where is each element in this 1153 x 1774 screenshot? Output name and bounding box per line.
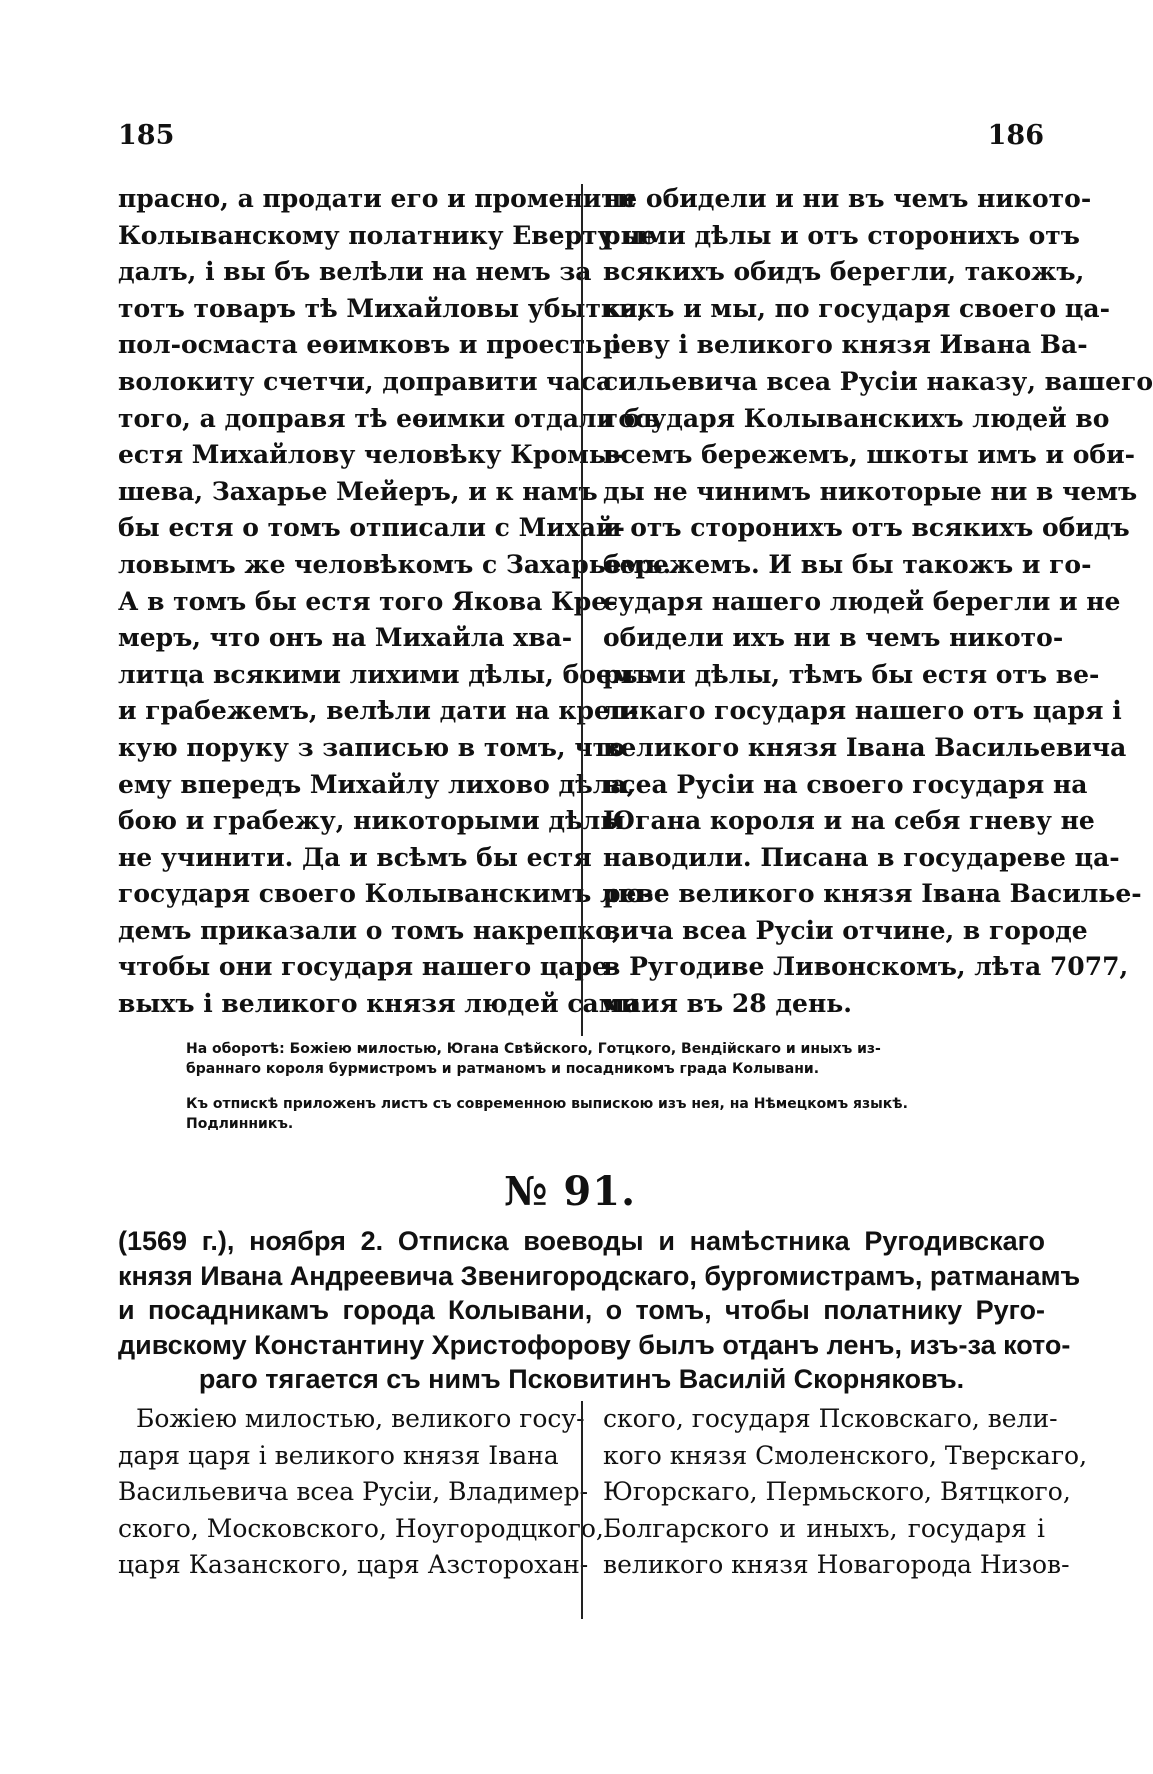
text-line: Подлинникъ. [186, 1116, 294, 1132]
text-line: бою и грабежу, никоторыми дѣлы [118, 806, 626, 836]
text-line: ского, государя Псковскаго, вели- [603, 1404, 1058, 1433]
text-line: раго тягается съ нимъ Псковитинъ Василій Скорняковъ. [198, 1364, 965, 1395]
text-line: ды не чинимъ никоторые ни в чемъ [603, 476, 1138, 506]
text-line: великого князя Новагорода Низов- [603, 1550, 1070, 1580]
text-line: какъ и мы, по государя своего ца- [603, 293, 1110, 323]
text-line: бы естя о томъ отписали с Михай- [118, 513, 625, 543]
text-line: государя своего Колыванскимъ лю- [118, 879, 654, 909]
text-line: далъ, і вы бъ велѣли на немъ за [118, 257, 592, 287]
text-line: Колыванскому полатнику Еверту не [118, 220, 657, 250]
text-line: выхъ і великого князя людей сами [118, 989, 639, 1019]
document-heading [118, 1224, 1081, 1397]
text-line: На оборотѣ: Божіею милостью, Югана Свѣйского, Готцкого, Вендійскаго и иныхъ из- [186, 1041, 881, 1057]
text-line: волокиту счетчи, доправити часа [118, 366, 613, 396]
text-line: сильевича всеа Русіи наказу, вашего [603, 366, 1153, 396]
text-line: (1569 г.), ноября 2. Отписка воеводы и намѣстника Ругодивскаго [118, 1226, 1045, 1256]
text-line: Югана короля и на себя гневу не [603, 806, 1095, 836]
text-line: шева, Захарье Мейеръ, и к намъ [118, 476, 598, 506]
text-line: кого князя Смоленского, Тверскаго, [603, 1440, 1088, 1470]
text-line: реву і великого князя Ивана Ва- [603, 330, 1088, 360]
text-line: естя Михайлову человѣку Кромы- [118, 440, 625, 470]
text-line: прасно, а продати его и променити [118, 184, 636, 213]
text-line: реве великого князя Івана Василье- [603, 879, 1142, 909]
text-line: и отъ сторонихъ отъ всякихъ обидъ [603, 513, 1130, 543]
text-line: не обидели и ни въ чемъ никото- [603, 184, 1092, 213]
text-line: Васильевича всеа Русіи, Владимер- [118, 1477, 589, 1507]
text-line: царя Казанского, царя Азсторохан- [118, 1550, 589, 1580]
text-line: бережемъ. И вы бы такожъ и го- [603, 549, 1092, 579]
attachment-note [118, 1094, 1045, 1134]
text-line: даря царя і великого князя Івана [118, 1440, 559, 1470]
page-number-left: 185 [118, 120, 175, 151]
text-line: пол-осмаста еѳимковъ и проесть і [118, 330, 621, 360]
text-line: Югорскаго, Пермьского, Вятцкого, [603, 1477, 1071, 1507]
text-line: всякихъ обидъ берегли, такожъ, [603, 257, 1085, 287]
reverse-note [118, 1039, 1045, 1079]
text-line: сударя нашего людей берегли и не [603, 586, 1121, 616]
top-left-column [118, 181, 672, 1023]
text-line: всемъ бережемъ, шкоты имъ и оби- [603, 440, 1136, 470]
text-line: маия въ 28 день. [603, 989, 852, 1019]
text-line: тотъ товаръ тѣ Михайловы убытки, [118, 293, 647, 323]
text-line: рыми дѣлы и отъ сторонихъ отъ [603, 220, 1080, 250]
document-number: № 91. [504, 1168, 636, 1215]
text-line: ского, Московского, Ноугородцкого, [118, 1513, 604, 1543]
text-line: не учинити. Да и всѣмъ бы естя [118, 842, 592, 872]
text-line: чтобы они государя нашего царе- [118, 952, 619, 982]
text-line: кую поруку з записью в томъ, что [118, 732, 625, 762]
text-line: Божіею милостью, великого госу- [136, 1404, 585, 1433]
text-line: ему впередъ Михайлу лиховo дѣла, [118, 769, 636, 799]
text-line: в Ругодиве Ливонскомъ, лѣта 7077, [603, 952, 1129, 982]
text-line: ловымъ же человѣкомъ с Захарьемъ. [118, 549, 672, 579]
bottom-left-column [118, 1401, 604, 1584]
page-number-right: 186 [987, 120, 1044, 151]
text-line: демъ приказали о томъ накрепко, [118, 915, 621, 945]
text-line: князя Ивана Андреевича Звенигородскаго, бургомистрамъ, ратманамъ [118, 1260, 1081, 1291]
text-line: великого князя Івана Васильевича [603, 732, 1127, 762]
text-line: Болгарского и иныхъ, государя і [603, 1513, 1045, 1543]
text-line: наводили. Писана в государеве ца- [603, 842, 1120, 872]
bottom-right-column [603, 1401, 1088, 1584]
text-line: и грабежемъ, велѣли дати на креп- [118, 696, 639, 726]
text-line: Къ отпискѣ приложенъ листъ съ современною выпискою изъ нея, на Нѣмецкомъ языкѣ. [186, 1096, 908, 1112]
text-line: обидели ихъ ни в чемъ никото- [603, 623, 1064, 653]
top-right-column [603, 181, 1153, 1023]
text-line: рыми дѣлы, тѣмъ бы естя отъ ве- [603, 659, 1100, 689]
text-line: литца всякими лихими дѣлы, боемъ [118, 659, 653, 689]
text-line: государя Колыванскихъ людей во [603, 403, 1110, 433]
text-line: дивскому Константину Христофорову былъ отданъ ленъ, изъ-за кото- [118, 1329, 1071, 1360]
text-line: всеа Русіи на своего государя на [603, 769, 1088, 799]
top-column-divider [581, 184, 583, 1036]
bottom-column-divider [581, 1401, 583, 1619]
text-line: вича всеа Русіи отчине, в городе [603, 915, 1088, 945]
text-line: браннаго короля бурмистромъ и ратманомъ и посадникомъ града Колывани. [186, 1061, 820, 1077]
text-line: и посадникамъ города Колывани, о томъ, чтобы полатнику Руго- [118, 1295, 1045, 1326]
text-line: А в томъ бы естя того Якова Кре- [118, 586, 618, 616]
text-line: меръ, что онъ на Михайла хва- [118, 623, 573, 653]
text-line: того, а доправя тѣ еѳимки отдали бъ [118, 403, 660, 433]
text-line: ликаго государя нашего отъ царя і [603, 696, 1122, 726]
